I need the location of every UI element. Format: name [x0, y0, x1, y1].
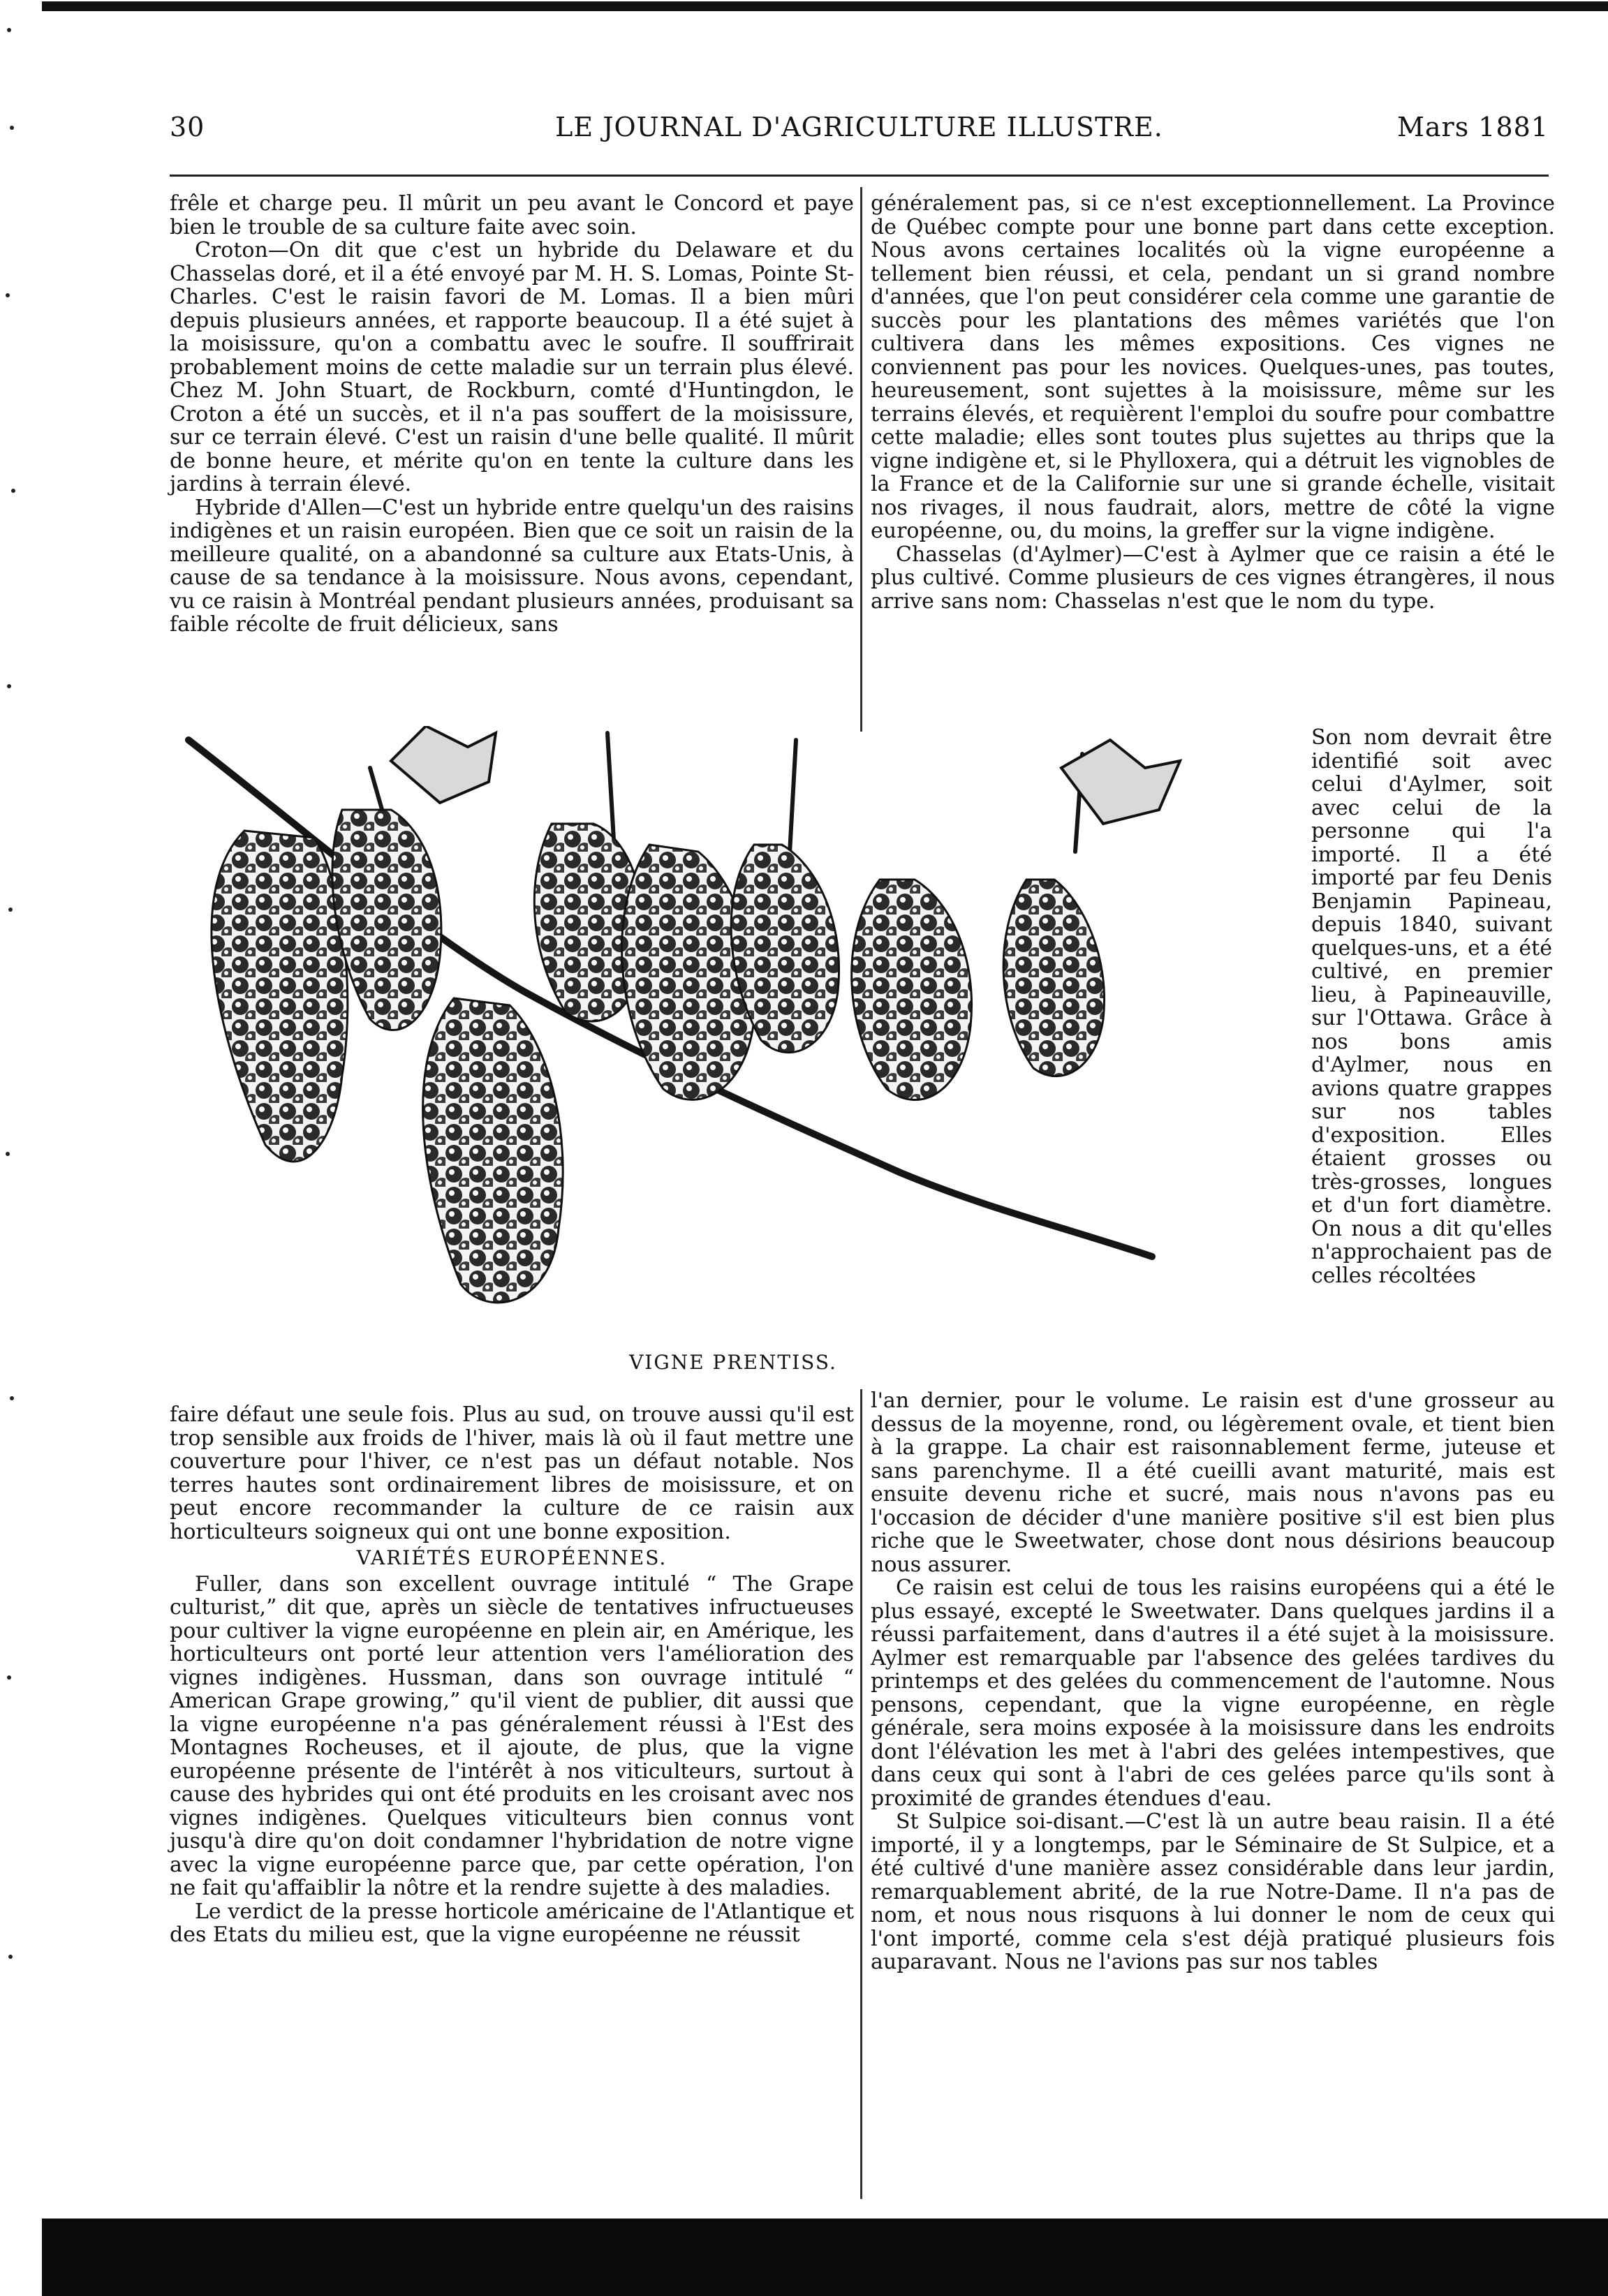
paragraph: l'an dernier, pour le volume. Le raisin est d'une grosseur au dessus de la moyenne, rond, ou légèrement ovale, et tient bien à la grappe. La chair est raisonnablement ferme, juteuse et sans parenchyme. Il a été cueilli avant maturité, mais est ensuite devenu riche et sucré, mais nous n'avons pas eu l'occasion de décider d'une manière positive s'il est bien plus riche que le Sweetwater, chose dont nous désirions beaucoup nous assurer.: [871, 1388, 1555, 1577]
column-divider-bottom: [860, 1389, 862, 2199]
column-right-bottom: [871, 1389, 1555, 1974]
paragraph-croton: Croton—On dit que c'est un hybride du Delaware et du Chasselas doré, et il a été envoyé par M. H. S. Lomas, Pointe St-Charles. C'est le raisin favori de M. Lomas. Il a bien mûri depuis plusieurs années, et rapporte beaucoup. Il a été sujet à la moisissure, qu'on a combattu avec le soufre. Il souffrirait probablement moins de cette maladie sur un terrain plus élevé. Chez M. John Stuart, de Rockburn, comté d'Huntingdon, le Croton a été un succès, et il n'a pas souffert de la moisissure, sur ce terrain élevé. C'est un raisin d'une belle qualité. Il mûrit de bonne heure, et mérite qu'on en tente la culture dans les jardins à terrain élevé.: [170, 238, 854, 496]
paragraph: frêle et charge peu. Il mûrit un peu avant le Concord et paye bien le trouble de sa culture faite avec soin.: [170, 191, 854, 239]
bottom-scan-border: [42, 2219, 1608, 2296]
column-left-bottom: [170, 1403, 854, 1947]
section-heading: VARIÉTÉS EUROPÉENNES.: [356, 1546, 667, 1569]
paragraph-st-sulpice: St Sulpice soi-disant.—C'est là un autre beau raisin. Il a été importé, il y a longtemps, par le Séminaire de St Sulpice, et a été cultivé d'une manière assez considérable dans leur jardin, remarquablement abrité, de la rue Notre-Dame. Il n'a pas de nom, et nous nous risquons à lui donner le nom de ceux qui l'ont importé, comme cela s'est déjà pratiqué plusieurs fois auparavant. Nous ne l'avions pas sur nos tables: [871, 1809, 1555, 1974]
running-head: [170, 112, 1549, 154]
paragraph: faire défaut une seule fois. Plus au sud, on trouve aussi qu'il est trop sensible aux froids de l'hiver, mais là où il faut mettre une couverture pour l'hiver, ce n'est pas un défaut notable. Nos terres hautes sont ordinairement libres de moisissure, et on peut encore recommander la culture de ce raisin aux horticulteurs soigneux qui ont une bonne exposition.: [170, 1402, 854, 1544]
paragraph: Son nom devrait être identifié soit avec celui d'Aylmer, soit avec celui de la personne qui l'a importé. Il a été importé par feu Denis Benjamin Papineau, depuis 1840, suivant quelques-uns, et a été cultivé, en premier lieu, à Papineauville, sur l'Ottawa. Grâce à nos bons amis d'Aylmer, nous en avions quatre grappes sur nos tables d'exposition. Elles étaient grosses ou très-grosses, longues et d'un fort diamètre. On nous a dit qu'elles n'approchaient pas de celles récoltées: [1311, 725, 1552, 1288]
grape-leaves: [391, 726, 1180, 824]
top-border-rule: [42, 1, 1608, 11]
column-right-top: [871, 192, 1555, 613]
column-left-top: [170, 192, 854, 637]
journal-title: LE JOURNAL D'AGRICULTURE ILLUSTRE.: [555, 112, 1163, 142]
paragraph-hybride-allen: Hybride d'Allen—C'est un hybride entre quelqu'un des raisins indigènes et un raisin européen. Bien que ce soit un raisin de la meilleure qualité, on a abandonné sa culture aux Etats-Unis, à cause de sa tendance à la moisissure. Nous avons, cependant, vu ce raisin à Montréal pendant plusieurs années, produisant sa faible récolte de fruit délicieux, sans: [170, 495, 854, 637]
paragraph-chasselas: Chasselas (d'Aylmer)—C'est à Aylmer que ce raisin a été le plus cultivé. Comme plusieurs de ces vignes étrangères, il nous arrive sans nom: Chasselas n'est que le nom du type.: [871, 542, 1555, 614]
header-rule: [170, 175, 1549, 177]
left-margin-specks: [0, 0, 28, 2296]
paragraph: généralement pas, si ce n'est exceptionnellement. La Province de Québec compte pour une bonne part dans cette exception. Nous avons certaines localités où la vigne européenne a tellement bien réussi, et cela, pendant un si grand nombre d'années, que l'on peut considérer cela comme une garantie de succès pour les plantations des mêmes variétés que l'on cultivera dans les mêmes expositions. Ces vignes ne conviennent pas pour les novices. Quelques-unes, pas toutes, heureusement, sont sujettes à la moisissure, même sur les terrains élevés, et requièrent l'emploi du soufre pour combattre cette maladie; elles sont toutes plus sujettes au thrips que la vigne indigène et, si le Phylloxera, qui a détruit les vignobles de la France et de la Californie sur une si grande échelle, visitait nos rivages, il nous faudrait, alors, mettre de côté la vigne européenne, ou, du moins, la greffer sur la vigne indigène.: [871, 191, 1555, 543]
paragraph-verdict: Le verdict de la presse horticole américaine de l'Atlantique et des Etats du milieu est, que la vigne européenne ne réussit: [170, 1899, 854, 1947]
page-number: 30: [170, 112, 205, 142]
grape-clusters: [212, 810, 1105, 1303]
grape-vine-illustration: [161, 726, 1306, 1326]
issue-date: Mars 1881: [1396, 112, 1549, 142]
illustration-caption: VIGNE PRENTISS.: [629, 1351, 837, 1374]
paragraph: Ce raisin est celui de tous les raisins européens qui a été le plus essayé, excepté le Sweetwater. Dans quelques jardins il a réussi parfaitement, dans d'autres il a été sujet à la moisissure. Aylmer est remarquable par l'absence des gelées tardives du printemps et des gelées du commencement de l'automne. Nous pensons, cependant, que la vigne européenne, en règle générale, sera moins exposée à la moisissure dans les endroits dont l'élévation les met à l'abri des gelées intempestives, que dans ceux qui sont à l'abri de ces gelées parce qu'ils sont à proximité de grandes étendues d'eau.: [871, 1576, 1555, 1811]
paragraph-fuller: Fuller, dans son excellent ouvrage intitulé “ The Grape culturist,” dit que, après un siècle de tentatives infructueuses pour cultiver la vigne européenne en plein air, en Amérique, les horticulteurs ont porté leur attention vers l'amélioration des vignes indigènes. Hussman, dans son ouvrage intitulé “ American Grape growing,” qu'il vient de publier, dit aussi que la vigne européenne n'a pas généralement réussi à l'Est des Montagnes Rocheuses, et il ajoute, de plus, que la vigne européenne présente de l'intérêt à nos viticulteurs, surtout à cause des hybrides qui ont été produits en les croisant avec nos vignes indigènes. Quelques viticulteurs bien connus vont jusqu'à dire qu'on doit condamner l'hybridation de notre vigne avec la vigne européenne parce que, par cette opération, l'on ne fait qu'affaiblir la nôtre et la rendre sujette à des maladies.: [170, 1571, 854, 1900]
column-divider-top: [860, 187, 862, 732]
column-right-narrow: [1311, 726, 1552, 1287]
